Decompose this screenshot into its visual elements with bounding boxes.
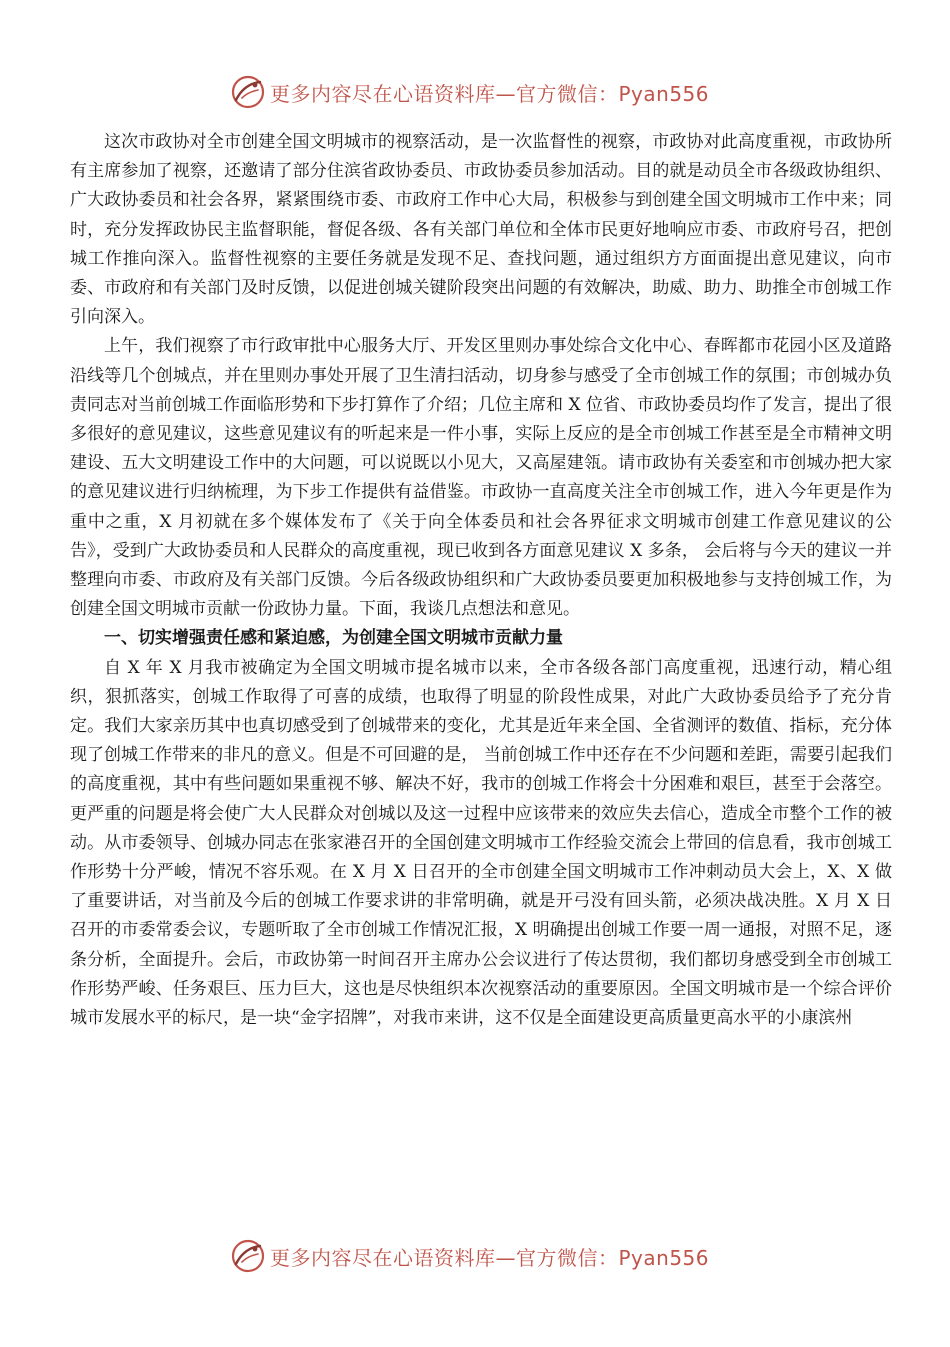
logo-icon [230,74,266,110]
logo-icon [230,1238,266,1274]
footer-banner-text: 更多内容尽在心语资料库—官方微信：Pyan556 [270,1245,710,1270]
footer-banner [0,1236,950,1276]
header-banner [0,72,950,112]
paragraph-1: 这次市政协对全市创建全国文明城市的视察活动，是一次监督性的视察，市政协对此高度重视，市政协所有主席参加了视察，还邀请了部分住滨省政协委员、市政协委员参加活动。目的就是动员全市各级政协组织、广大政协委员和社会各界，紧紧围绕市委、市政府工作中心大局，积极参与到创建全国文明城市工作中来；同时，充分发挥政协民主监督职能，督促各级、各有关部门单位和全体市民更好地响应市委、市政府号召，把创城工作推向深入。监督性视察的主要任务就是发现不足、查找问题，通过组织方方面面提出意见建议，向市委、市政府和有关部门及时反馈，以促进创城关键阶段突出问题的有效解决，助威、助力、助推全市创城工作引向深入。 [70,132,892,328]
paragraph-3: 自 X 年 X 月我市被确定为全国文明城市提名城市以来，全市各级各部门高度重视，迅速行动，精心组织，狠抓落实，创城工作取得了可喜的成绩，也取得了明显的阶段性成果，对此广大政协委员给予了充分肯定。我们大家亲历其中也真切感受到了创城带来的变化，尤其是近年来全国、全省测评的数值、指标，充分体现了创城工作带来的非凡的意义。但是不可回避的是， 当前创城工作中还存在不少问题和差距，需要引起我们的高度重视，其中有些问题如果重视不够、解决不好，我市的创城工作将会十分困难和艰巨，甚至于会落空。更严重的问题是将会使广大人民群众对创城以及这一过程中应该带来的效应失去信心，造成全市整个工作的被动。从市委领导、创城办同志在张家港召开的全国创建文明城市工作经验交流会上带回的信息看，我市创城工作形势十分严峻，情况不容乐观。在 X 月 X 日召开的全市创建全国文明城市工作冲刺动员大会上，X、X 做了重要讲话，对当前及今后的创城工作要求讲的非常明确，就是开弓没有回头箭，必须决战决胜。X 月 X 日召开的市委常委会议，专题听取了全市创城工作情况汇报，X 明确提出创城工作要一周一通报，对照不足，逐条分析，全面提升。会后，市政协第一时间召开主席办公会议进行了传达贯彻，我们都切身感受到全市创城工作形势严峻、任务艰巨、压力巨大，这也是尽快组织本次视察活动的重要原因。全国文明城市是一个综合评价城市发展水平的标尺，是一块“金字招牌”，对我市来讲，这不仅是全面建设更高质量更高水平的小康滨州 [70,657,892,1029]
section-heading-1: 一、切实增强责任感和紧迫感，为创建全国文明城市贡献力量 [104,628,563,649]
document-body [70,128,892,1033]
header-banner-text: 更多内容尽在心语资料库—官方微信：Pyan556 [270,81,710,106]
paragraph-2: 上午，我们视察了市行政审批中心服务大厅、开发区里则办事处综合文化中心、春晖都市花园小区及道路沿线等几个创城点，并在里则办事处开展了卫生清扫活动，切身参与感受了全市创城工作的氛围；市创城办负责同志对当前创城工作面临形势和下步打算作了介绍；几位主席和 X 位省、市政协委员均作了发言，提出了很多很好的意见建议，这些意见建议有的听起来是一件小事，实际上反应的是全市创城工作甚至是全市精神文明建设、五大文明建设工作中的大问题，可以说既以小见大，又高屋建瓴。请市政协有关委室和市创城办把大家的意见建议进行归纳梳理，为下步工作提供有益借鉴。市政协一直高度关注全市创城工作，进入今年更是作为重中之重，X 月初就在多个媒体发布了《关于向全体委员和社会各界征求文明城市创建工作意见建议的公告》，受到广大政协委员和人民群众的高度重视，现已收到各方面意见建议 X 多条， 会后将与今天的建议一并整理向市委、市政府及有关部门反馈。今后各级政协组织和广大政协委员要更加积极地参与支持创城工作，为创建全国文明城市贡献一份政协力量。下面，我谈几点想法和意见。 [70,336,892,620]
